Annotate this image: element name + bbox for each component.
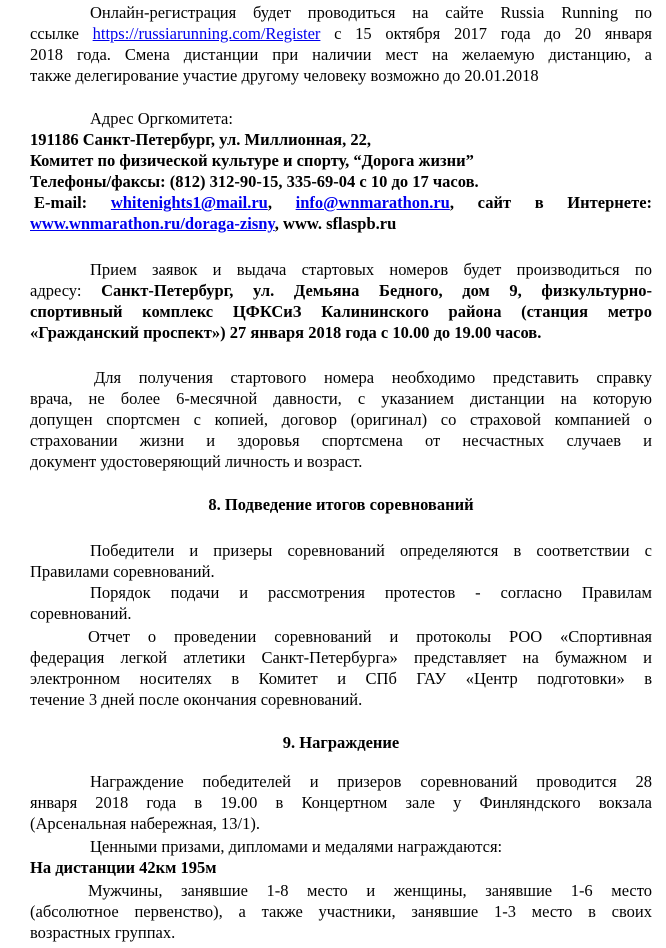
section-8-title: 8. Подведение итогов соревнований — [208, 495, 474, 514]
docs-line-4: страховании жизни и здоровья спортсмена от несчастных случаев и — [30, 431, 652, 450]
docs-line-1: Для получения стартового номера необходимо представить справку — [94, 368, 652, 387]
email-link-2[interactable]: info@wnmarathon.ru — [295, 193, 450, 212]
address-line-2: Комитет по физической культуре и спорту, “Дорога жизни” — [30, 151, 474, 170]
s9-p1-line-1: Награждение победителей и призеров соревнований проводится 28 — [90, 772, 652, 791]
s8-p3-line-4: течение 3 дней после окончания соревнований. — [30, 690, 363, 709]
s8-p1-line-2: Правилами соревнований. — [30, 562, 215, 581]
s8-p3-line-2: федерация легкой атлетики Санкт-Петербурга» представляет на бумажном и — [30, 648, 652, 667]
s9-p3-line-1: Мужчины, занявшие 1-8 место и женщины, занявшие 1-6 место — [88, 881, 652, 900]
reception-line-3: спортивный комплекс ЦФКСиЗ Калининского района (станция метро — [30, 302, 652, 321]
reception-line-4: «Гражданский проспект») 27 января 2018 года с 10.00 до 19.00 часов. — [30, 323, 542, 342]
email-label: E-mail: — [34, 193, 88, 212]
s8-p2-line-1: Порядок подачи и рассмотрения протестов - согласно Правилам — [90, 583, 652, 602]
s8-p2-line-2: соревнований. — [30, 604, 132, 623]
reception-address-label: адресу: — [30, 281, 82, 300]
s9-p1-line-2: января 2018 года в 19.00 в Концертном зале у Финляндского вокзала — [30, 793, 652, 812]
address-email-line: E-mail: whitenights1@mail.ru, info@wnmarathon.ru, сайт в Интернете: — [34, 193, 653, 212]
reception-line-1: Прием заявок и выдача стартовых номеров будет производиться по — [90, 260, 652, 279]
reception-address: Санкт-Петербург, ул. Демьяна Бедного, дом 9, физкультурно- — [101, 281, 653, 300]
address-line-1: 191186 Санкт-Петербург, ул. Миллионная, 22, — [30, 130, 371, 149]
docs-line-5: документ удостоверяющий личность и возраст. — [30, 452, 363, 471]
register-link[interactable]: https://russiarunning.com/Register — [92, 24, 321, 43]
s9-p2-line-1: Ценными призами, дипломами и медалями награждаются: — [90, 837, 503, 856]
s8-p1-line-1: Победители и призеры соревнований определяются в соответствии с — [90, 541, 652, 560]
docs-line-2: врача, не более 6-месячной давности, с указанием дистанции на которую — [30, 389, 652, 408]
address-heading: Адрес Оргкомитета: — [90, 109, 233, 128]
site-text-2: www. sflaspb.ru — [283, 214, 397, 233]
email-link-1[interactable]: whitenights1@mail.ru — [110, 193, 268, 212]
registration-text: ссылке — [30, 24, 79, 43]
s8-p3-line-1: Отчет о проведении соревнований и протоколы РОО «Спортивная — [88, 627, 652, 646]
registration-line-4: также делегирование участие другому человеку возможно до 20.01.2018 — [30, 66, 539, 85]
s8-p3-line-3: электронном носителях в Комитет и СПб ГАУ «Центр подготовки» в — [30, 669, 652, 688]
registration-dates: с 15 октября 2017 года до 20 января — [334, 24, 652, 43]
address-phones: Телефоны/факсы: (812) 312-90-15, 335-69-04 с 10 до 17 часов. — [30, 172, 479, 191]
registration-line-1: Онлайн-регистрация будет проводиться на сайте Russia Running по — [90, 3, 652, 22]
s9-p1-line-3: (Арсенальная набережная, 13/1). — [30, 814, 261, 833]
reception-line-2 — [30, 280, 652, 301]
section-9-title: 9. Награждение — [282, 733, 400, 752]
s9-p3-line-2: (абсолютное первенство), а также участники, занявшие 1-3 место в своих — [30, 902, 652, 921]
site-link[interactable]: www.wnmarathon.ru/doraga-zisny — [30, 214, 275, 233]
s9-p3-line-3: возрастных группах. — [30, 923, 176, 942]
registration-line-3: 2018 года. Смена дистанции при наличии мест на желаемую дистанцию, а — [30, 45, 652, 64]
registration-line-2 — [30, 23, 652, 44]
address-site-line: www.wnmarathon.ru/doraga-zisny, www. sflaspb.ru — [30, 214, 397, 233]
site-label: сайт в Интернете: — [477, 193, 653, 212]
s9-distance: На дистанции 42км 195м — [30, 858, 217, 877]
docs-line-3: допущен спортсмен с копией, договор (оригинал) со страховой компанией о — [30, 410, 652, 429]
